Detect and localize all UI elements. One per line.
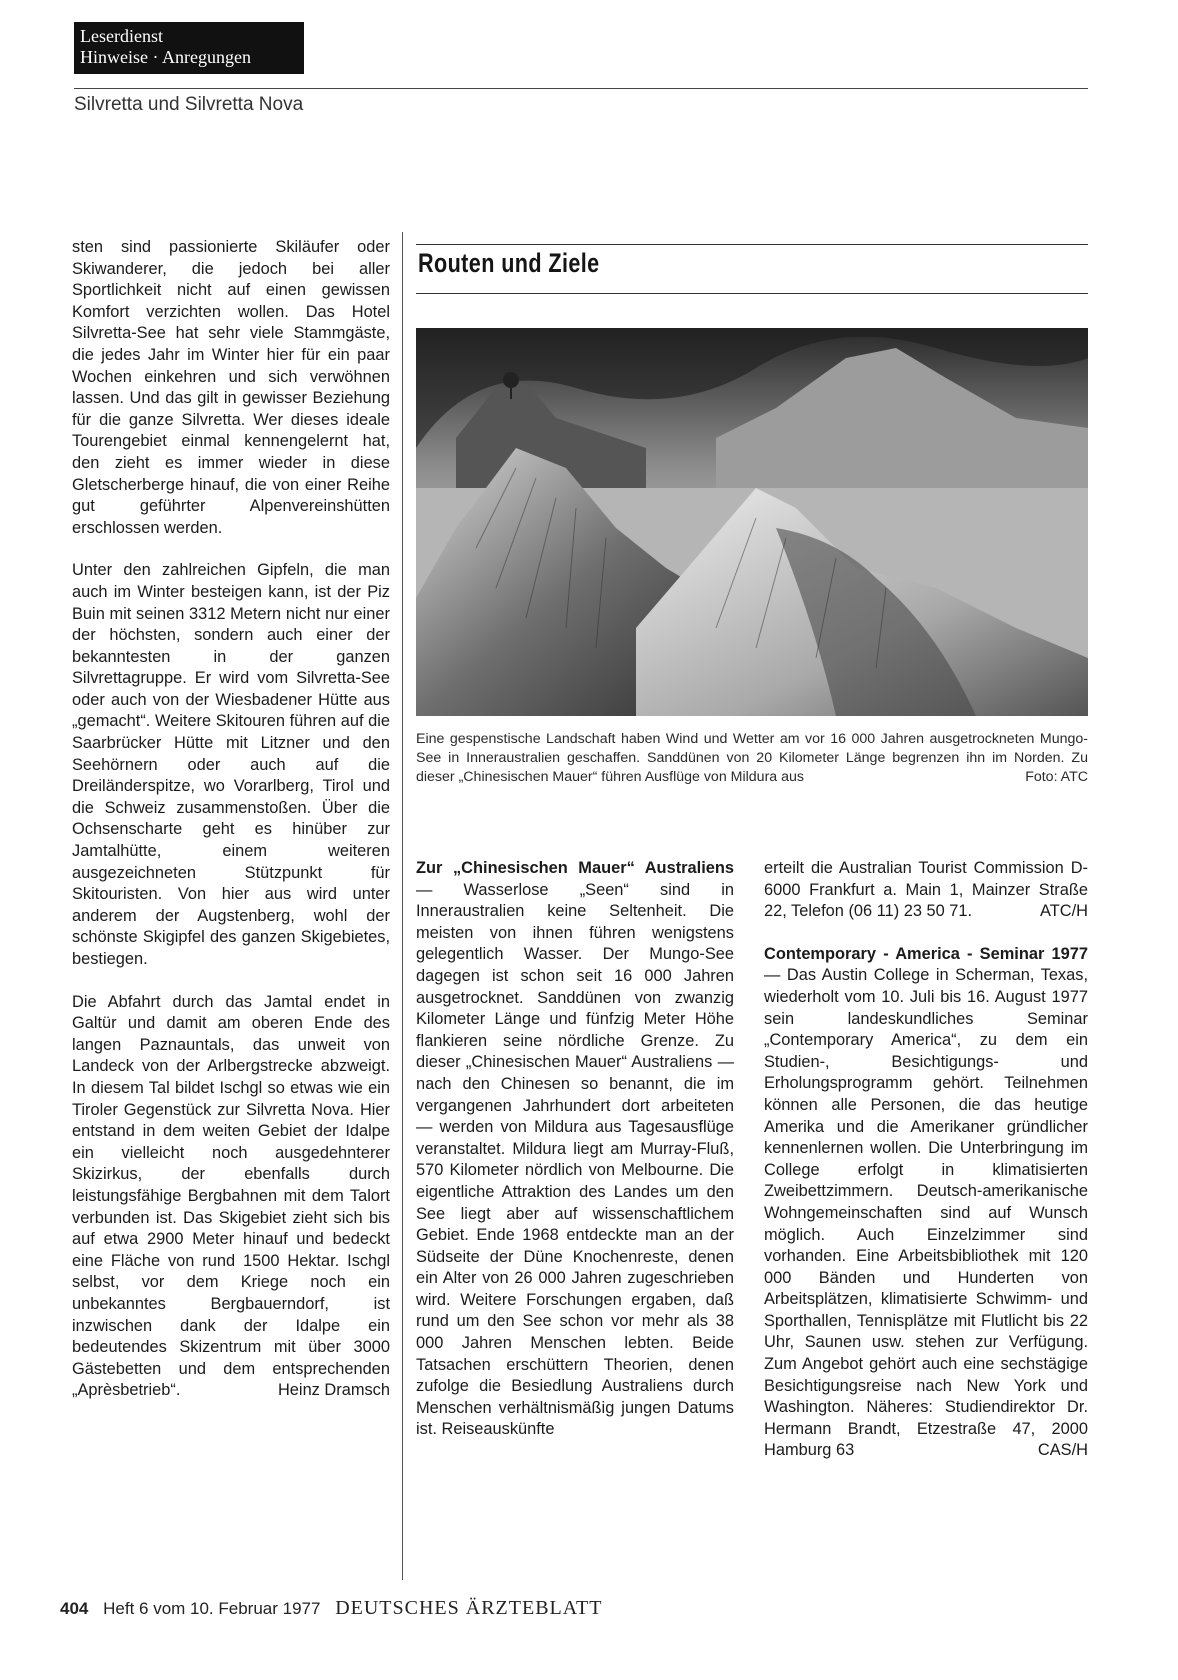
photo-credit: Foto: ATC xyxy=(1025,769,1088,785)
heading-rule-top xyxy=(416,244,1088,245)
seminar-lead: Contemporary - America - Seminar 1977 xyxy=(764,944,1088,963)
article-column-1 xyxy=(72,237,390,1423)
mungo-article xyxy=(416,858,734,1441)
section-tag xyxy=(74,22,304,74)
routen-heading: Routen und Ziele xyxy=(418,248,600,278)
paragraph-3 xyxy=(72,992,390,1402)
author: Heinz Dramsch xyxy=(277,1381,390,1400)
seminar-signature: CAS/H xyxy=(1037,1441,1088,1460)
paragraph-3-text: Die Abfahrt durch das Jamtal endet in Galtür und damit am oberen Ende des langen Paznauntals, das unweit von Landeck von der Arlbergstrecke abzweigt. In diesem Tal bildet Ischgl so etwas wie ein Tiroler Gegenstück zur Silvretta Nova. Hier entstand in dem weiten Gebiet der Idalpe ein vielleicht noch ausgedehnterer Skizirkus, der ebenfalls durch leistungsfähige Bergbahnen mit dem Talort verbunden ist. Das Skigebiet zieht sich bis auf etwa 2900 Meter hinauf und bedeckt eine Fläche von rund 1500 Hektar. Ischgl selbst, vor dem Kriege noch ein unbekanntes Bergbauerndorf, ist inzwischen dank der Idalpe ein bedeutendes Skizentrum mit über 3000 Gästebetten und dem entsprechenden „Aprèsbetrieb“. xyxy=(72,992,390,1400)
issue-info: Heft 6 vom 10. Februar 1977 xyxy=(103,1599,321,1618)
article-column-2 xyxy=(416,858,734,1462)
top-rule xyxy=(74,88,1088,89)
atc-paragraph xyxy=(764,858,1088,923)
mungo-lead: Zur „Chinesischen Mauer“ Australiens xyxy=(416,859,734,877)
page-footer xyxy=(60,1597,602,1620)
photo-caption xyxy=(416,730,1088,787)
tag-line-1: Leserdienst xyxy=(80,26,163,46)
paragraph-1: sten sind passionierte Skiläufer oder Skiwanderer, die jedoch bei aller Sportlichkeit nicht auf einen gewissen Komfort verzichten wollen. Das Hotel Silvretta-See hat sehr viele Stammgäste, die jedes Jahr im Winter hier für ein paar Wochen einkehren und sich verwöhnen lassen. Und das gilt in gewisser Beziehung für die ganze Silvretta. Wer dieses ideale Tourengebiet einmal kennengelernt hat, den zieht es immer wieder in diese Gletscherberge hinauf, die von einer Reihe gut geführter Alpenvereinshütten erschlossen werden. xyxy=(72,238,390,537)
landscape-photo xyxy=(416,328,1088,716)
tag-line-2: Hinweise · Anregungen xyxy=(80,47,251,67)
atc-text: erteilt die Australian Tourist Commission D-6000 Frankfurt a. Main 1, Mainzer Straße 22, Telefon (06 11) 23 50 71. xyxy=(764,859,1088,921)
seminar-body: — Das Austin College in Scherman, Texas, wiederholt vom 10. Juli bis 16. August 1977 sein landeskundliches Seminar „Contemporary America“, zu dem ein Studien-, Besichtigungs- und Erholungsprogramm gehört. Teilnehmen können alle Personen, die das heutige Amerika und die Amerikaner gründlicher kennenlernen wollen. Die Unterbringung im College erfolgt in klimatisierten Zweibettzimmern. Deutsch-amerikanische Wohngemeinschaften sind auf Wunsch möglich. Auch Einzelzimmer sind vorhanden. Eine Arbeitsbibliothek mit 120 000 Bänden und Hunderten von Arbeitsplätzen, klimatisierte Schwimm- und Sporthallen, Tennisplätze mit Flutlicht bis 22 Uhr, Saunen usw. stehen zur Verfügung. Zum Angebot gehört auch eine sechstägige Besichtigungsreise nach New York und Washington. Näheres: Studiendirektor Dr. Hermann Brandt, Etzestraße 47, 2000 Hamburg 63 xyxy=(764,966,1088,1460)
mungo-body: — Wasserlose „Seen“ sind in Inneraustralien keine Seltenheit. Die meisten von ihnen führen wenigstens gelegentlich Wasser. Der Mungo-See dagegen ist schon seit 16 000 Jahren ausgetrocknet. Sanddünen von zwanzig Kilometer Länge und fünfzig Meter Höhe flankieren seine nördliche Grenze. Zu dieser „Chinesischen Mauer“ Australiens — nach den Chinesen so benannt, die im vergangenen Jahrhundert dort arbeiteten — werden von Mildura aus Tagesausflüge veranstaltet. Mildura liegt am Murray-Fluß, 570 Kilometer nördlich von Melbourne. Die eigentliche Attraktion des Landes um den See liegt aber auf wissenschaftlichem Gebiet. Ende 1968 entdeckte man an der Südseite der Düne Knochenreste, denen ein Alter von 26 000 Jahren zugeschrieben wird. Weitere Forschungen ergaben, daß rund um den See schon vor mehr als 38 000 Jahren Menschen lebten. Beide Tatsachen erschüttern Theorien, denen zufolge die Besiedlung Australiens durch Menschen verhältnismäßig jungen Datums ist. Reiseauskünfte xyxy=(416,880,734,1439)
paragraph-2: Unter den zahlreichen Gipfeln, die man auch im Winter besteigen kann, ist der Piz Buin mit seinen 3312 Metern nicht nur einer der höchsten, sondern auch einer der bekanntesten in der ganzen Silvrettagruppe. Er wird vom Silvretta-See oder auch von der Wiesbadener Hütte aus „gemacht“. Weitere Skitouren führen auf die Saarbrücker Hütte mit Litzner und den Seehörnern oder auch auf die Dreiländerspitze, wo Vorarlberg, Tirol und die Schweiz zusammenstoßen. Über die Ochsenscharte geht es hinüber zur Jamtalhütte, einem weiteren ausgezeichneten Stützpunkt für Skitouristen. Von hier aus wird unter anderem der Augstenberg, wohl der schönste Skigipfel des ganzen Skigebietes, bestiegen. xyxy=(72,561,390,968)
seminar-article xyxy=(764,944,1088,1462)
magazine-name: DEUTSCHES ÄRZTEBLATT xyxy=(335,1597,603,1619)
heading-rule-bottom xyxy=(416,293,1088,294)
section-title: Silvretta und Silvretta Nova xyxy=(74,94,304,115)
atc-signature: ATC/H xyxy=(1040,902,1088,921)
article-column-3 xyxy=(764,858,1088,1483)
column-divider xyxy=(402,232,403,1580)
page-number: 404 xyxy=(60,1599,89,1618)
caption-text: Eine gespenstische Landschaft haben Wind und Wetter am vor 16 000 Jahren ausgetrockneten Mungo-See in Inneraustralien geschaffen. Sanddünen von 20 Kilometer Länge begrenzen ihn im Norden. Zu dieser „Chinesischen Mauer“ führen Ausflüge von Mildura aus xyxy=(416,731,1088,785)
